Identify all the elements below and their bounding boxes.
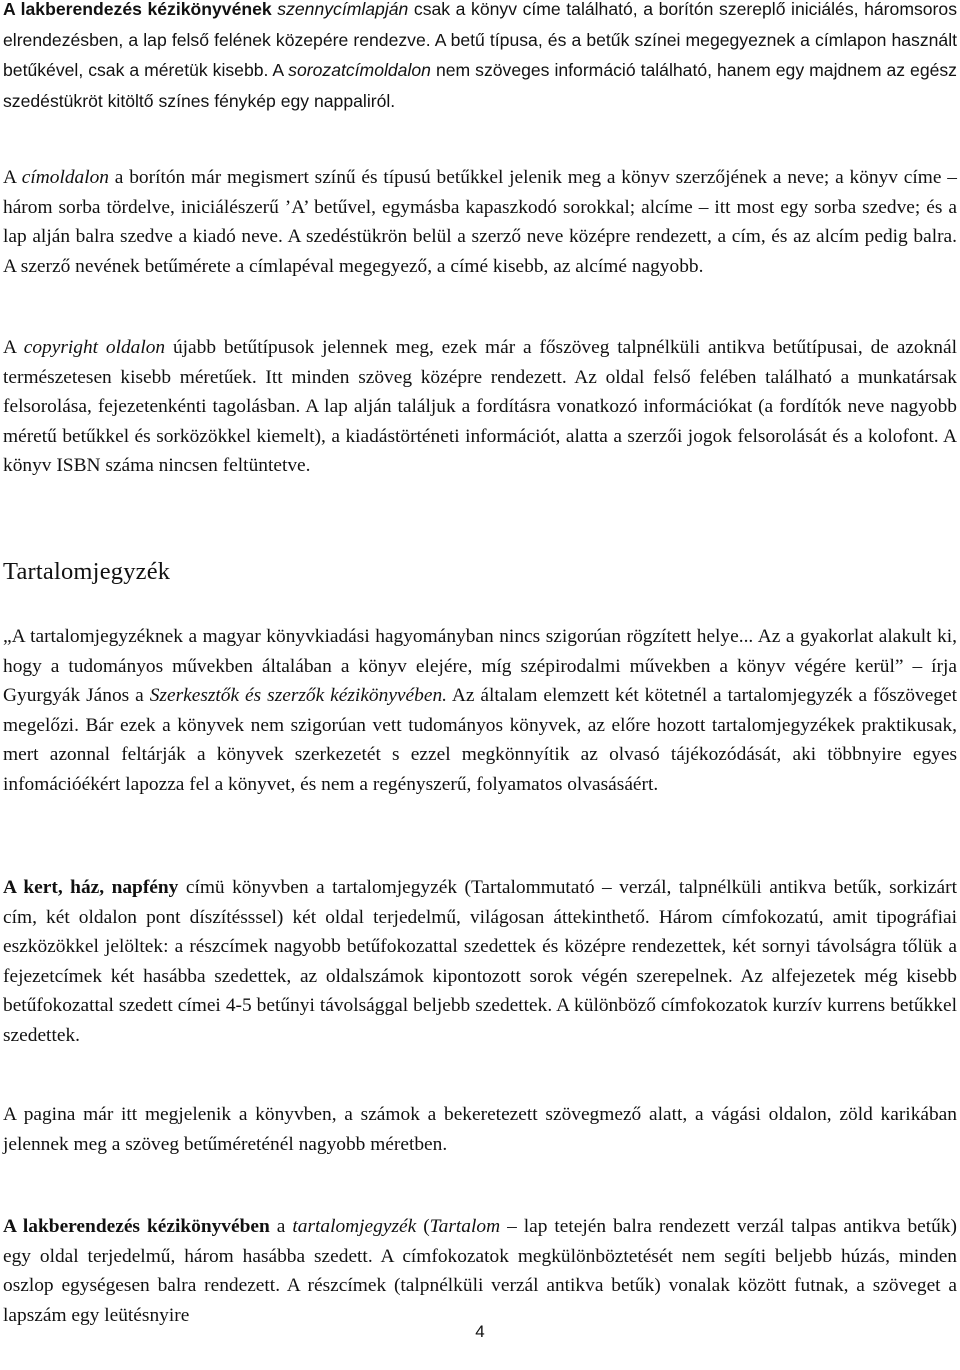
term-italic: tartalomjegyzék <box>292 1216 417 1237</box>
text-run: a <box>269 1216 293 1237</box>
paragraph-pagina <box>3 1100 957 1159</box>
book-reference-italic: Szerkesztők és szerzők kézikönyvében. <box>149 685 447 706</box>
term-italic: címoldalon <box>21 167 109 188</box>
book-title-bold: A lakberendezés kézikönyvének <box>3 0 272 19</box>
text-run: A pagina már itt megjelenik a könyvben, a számok a bekeretezett szövegmező alatt, a vágási oldalon, zöld karikában jelennek meg a szöveg betűméreténél nagyobb méretben. <box>3 1104 957 1155</box>
text-run: nem szöveges információ található, hanem egy majdnem az egész szedéstükröt kitöltő színes fénykép egy nappaliról. <box>3 60 957 111</box>
text-run: újabb betűtípusok jelennek meg, ezek már a főszöveg talpnélküli antikva betűtípusai, de azoknál természetesen kisebb méretűek. Itt minden szöveg középre rendezett. Az oldal felső felében található a munkatársak felsorolása, fejezetenkénti tagolásban. A lap alján találjuk a fordításra vonatkozó információkat (a fordítók neve nagyobb méretű betűkkel és sorközökkel kiemelt), a kiadástörténeti információt, alatta a szerzői jogok felsorolását és a kolofont. A könyv ISBN száma nincsen feltüntetve. <box>3 337 957 476</box>
text-run: A <box>3 167 22 188</box>
paragraph-lakberendezes <box>3 1212 957 1330</box>
section-heading: Tartalomjegyzék <box>3 558 171 585</box>
text-run: címü könyvben a tartalomjegyzék (Tartalommutató – verzál, talpnélküli antikva betűk, sorkizárt cím, két oldalon pont díszítésssel) két oldal terjedelmű, világosan áttekinthető. Három címfokozatú, amit tipográfiai eszközökkel jelöltek: a részcímek nagyobb betűfokozattal szedettek és középre rendezettek, két sornyi távolságra tőlük a fejezetcímek két hasábba szedettek, az oldalszámok kipontozott sorok végén szerepelnek. Az alfejezetek még kisebb betűfokozattal szedett címei 4-5 betűnyi távolsággal beljebb szedettek. A különböző címfokozatok kurzív kurrens betűkkel szedettek. <box>3 877 957 1046</box>
term-italic: copyright oldalon <box>23 337 166 358</box>
paragraph-tartalomjegyzek-quote <box>3 622 957 799</box>
term-italic: Tartalom <box>429 1216 501 1237</box>
paragraph-cimoldal <box>3 163 957 281</box>
paragraph-szennycimlap <box>3 0 957 116</box>
term-italic: szennycímlapján <box>277 0 409 19</box>
book-title-bold: A kert, ház, napfény <box>3 877 179 898</box>
text-run: A <box>3 337 24 358</box>
text-run: – lap tetején balra rendezett verzál talpas antikva betűk) egy oldal terjedelmű, három hasábba szedett. A címfokozatok megkülönböztetését nem segíti beljebb húzás, minden oszlop egységesen balra rendezett. A részcímek (talpnélküli verzál antikva betűk) vonalak között futnak, a szöveget a lapszám egy leütésnyire <box>3 1216 957 1326</box>
page-number: 4 <box>475 1322 485 1341</box>
text-run: csak a könyv címe található, a borítón szereplő iniciálés, háromsoros elrendezésben, a lap felső felének közepére rendezve. A betű típusa, és a betűk színei megegyeznek a címlapon használt betűkével, csak a méretük kisebb. A <box>3 0 957 80</box>
book-title-bold: A lakberendezés kézikönyvében <box>3 1216 270 1237</box>
paragraph-kert-haz-napfeny <box>3 873 957 1050</box>
text-run: „A tartalomjegyzéknek a magyar könyvkiadási hagyományban nincs szigorúan rögzített helye... Az a gyakorlat alakult ki, hogy a tudományos művekben általában a könyv elejére, míg szépirodalmi művekben a könyv végére kerül” – írja Gyurgyák János a <box>3 626 957 706</box>
text-run: Az általam elemzett két kötetnél a tartalomjegyzék a főszöveget megelőzi. Bár ezek a könyvek nem szigorúan vett tudományos könyvek, az előre hozott tartalomjegyzékek praktikusak, mert azonnal feltárják a könyvek szerkezetét s ezzel megkönnyítik az olvasó tájékozódását, aki többnyire egyes infomációékért lapozza fel a könyvet, és nem a regényszerű, folyamatos olvasásáért. <box>3 685 957 795</box>
paragraph-copyright <box>3 333 957 481</box>
term-italic: sorozatcímoldalon <box>288 60 431 80</box>
text-run: a borítón már megismert színű és típusú betűkkel jelenik meg a könyv szerzőjének a neve; a könyv címe – három sorba tördelve, iniciálészerű ’A’ betűvel, egymásba kapaszkodó sorokkal; alcíme – itt most egy sorba szedve; és a lap alján balra szedve a kiadó neve. A szedéstükrön belül a szerző neve középre rendezett, a cím, és az alcím pedig balra. A szerző nevének betűmérete a címlapéval megegyező, a címé kisebb, az alcímé nagyobb. <box>3 167 957 277</box>
text-run: ( <box>416 1216 430 1237</box>
